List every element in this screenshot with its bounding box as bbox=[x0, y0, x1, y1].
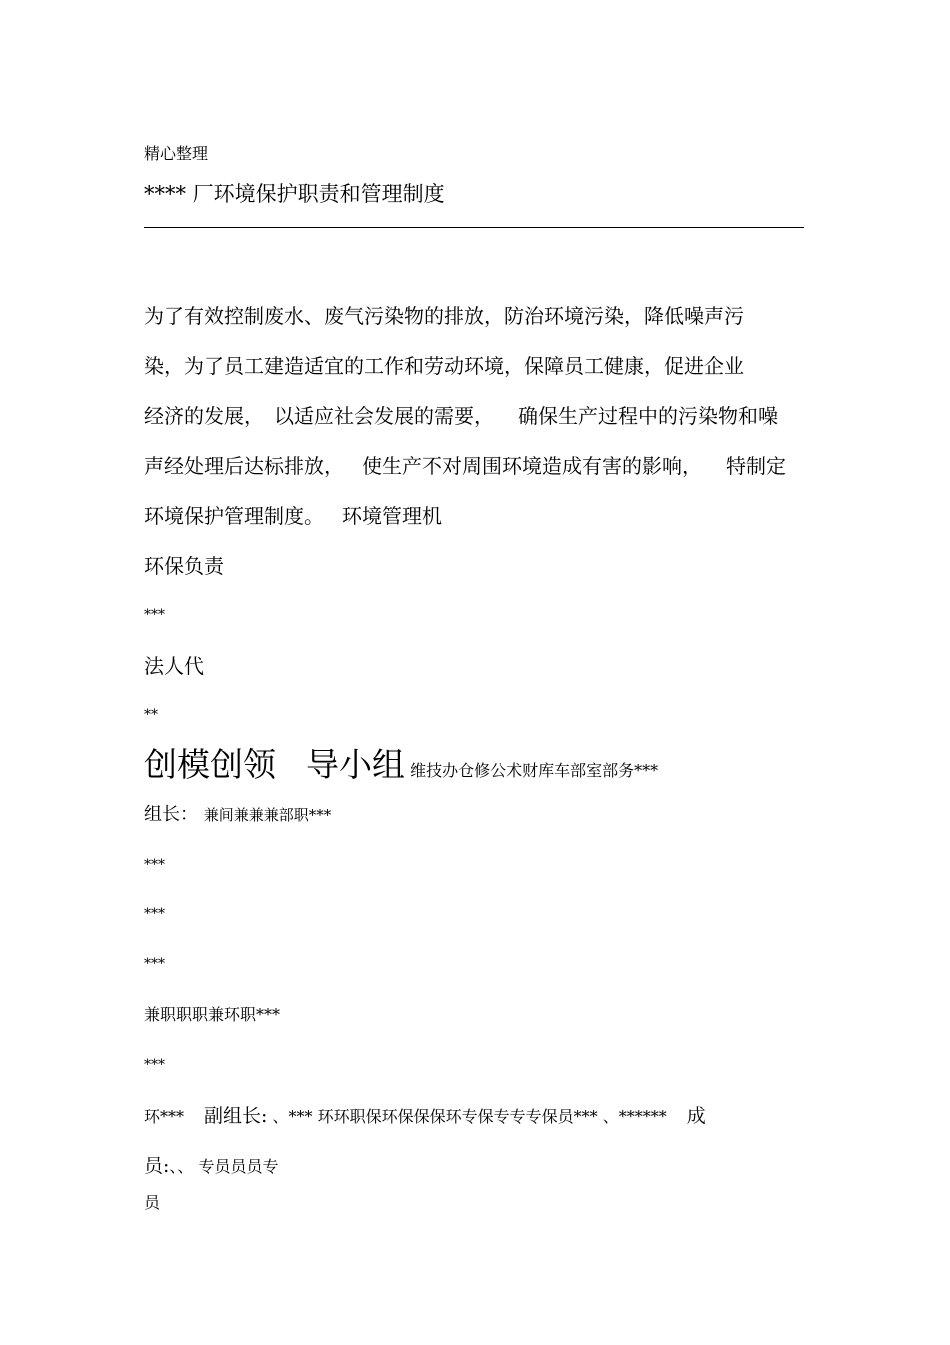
heading-part-b: 导小组 bbox=[306, 745, 405, 784]
paragraph-line-3-part-a: 经济的发展， bbox=[144, 404, 264, 428]
paragraph-line-4-part-a: 声经处理后达标排放， bbox=[144, 454, 344, 478]
text-line-16: *** bbox=[144, 1057, 165, 1073]
text-line-6: 环保负责 bbox=[144, 554, 224, 578]
line-17-part-c: 、*** 环环职保环保保保环专保专专专保员*** 、****** bbox=[272, 1107, 667, 1126]
line-18-part-a: 员: bbox=[144, 1155, 170, 1177]
text-line-19: 员 bbox=[144, 1193, 161, 1212]
paragraph-line-5 bbox=[144, 506, 442, 526]
leader-label: 组长： bbox=[144, 804, 198, 825]
text-line-12: *** bbox=[144, 857, 165, 873]
header-note: 精心整理 bbox=[144, 144, 209, 163]
text-line-8: 法人代 bbox=[144, 654, 204, 678]
department-list: 维技办仓修公术财库车部室部务*** bbox=[410, 761, 659, 780]
paragraph-line-5-part-b: 环境管理机 bbox=[342, 504, 442, 528]
text-line-11 bbox=[144, 806, 331, 824]
paragraph-line-1: 为了有效控制废水、废气污染物的排放，防治环境污染，降低噪声污 bbox=[144, 304, 744, 328]
text-line-7: *** bbox=[144, 607, 165, 623]
text-line-18 bbox=[144, 1157, 279, 1176]
text-line-15: 兼职职职兼环职*** bbox=[144, 1005, 281, 1024]
text-line-14: *** bbox=[144, 956, 165, 972]
paragraph-line-4 bbox=[144, 456, 786, 476]
heading-part-a: 创模创领 bbox=[144, 745, 276, 784]
leader-roles: 兼间兼兼兼部职*** bbox=[203, 806, 332, 824]
title-divider bbox=[144, 227, 804, 228]
document-title: **** 厂环境保护职责和管理制度 bbox=[144, 182, 445, 206]
line-17-part-a: 环*** bbox=[144, 1107, 185, 1126]
line-17-part-d: 成 bbox=[686, 1105, 706, 1127]
line-17-part-b: 副组长: bbox=[204, 1105, 268, 1127]
text-line-10 bbox=[144, 745, 659, 784]
text-line-13: *** bbox=[144, 906, 165, 922]
paragraph-line-3-part-c: 确保生产过程中的污染物和噪 bbox=[518, 404, 778, 428]
paragraph-line-5-part-a: 环境保护管理制度。 bbox=[144, 504, 324, 528]
paragraph-line-4-part-b: 使生产不对周围环境造成有害的影响， bbox=[362, 454, 702, 478]
paragraph-line-2: 染，为了员工建造适宜的工作和劳动环境，保障员工健康，促进企业 bbox=[144, 354, 744, 378]
paragraph-line-4-part-c: 特制定 bbox=[726, 454, 786, 478]
paragraph-line-3-part-b: 以适应社会发展的需要， bbox=[274, 404, 494, 428]
paragraph-line-3 bbox=[144, 406, 778, 426]
text-line-9: ** bbox=[144, 707, 158, 723]
line-18-part-b: 、、 专员员员专 bbox=[169, 1157, 279, 1176]
text-line-17 bbox=[144, 1107, 706, 1126]
